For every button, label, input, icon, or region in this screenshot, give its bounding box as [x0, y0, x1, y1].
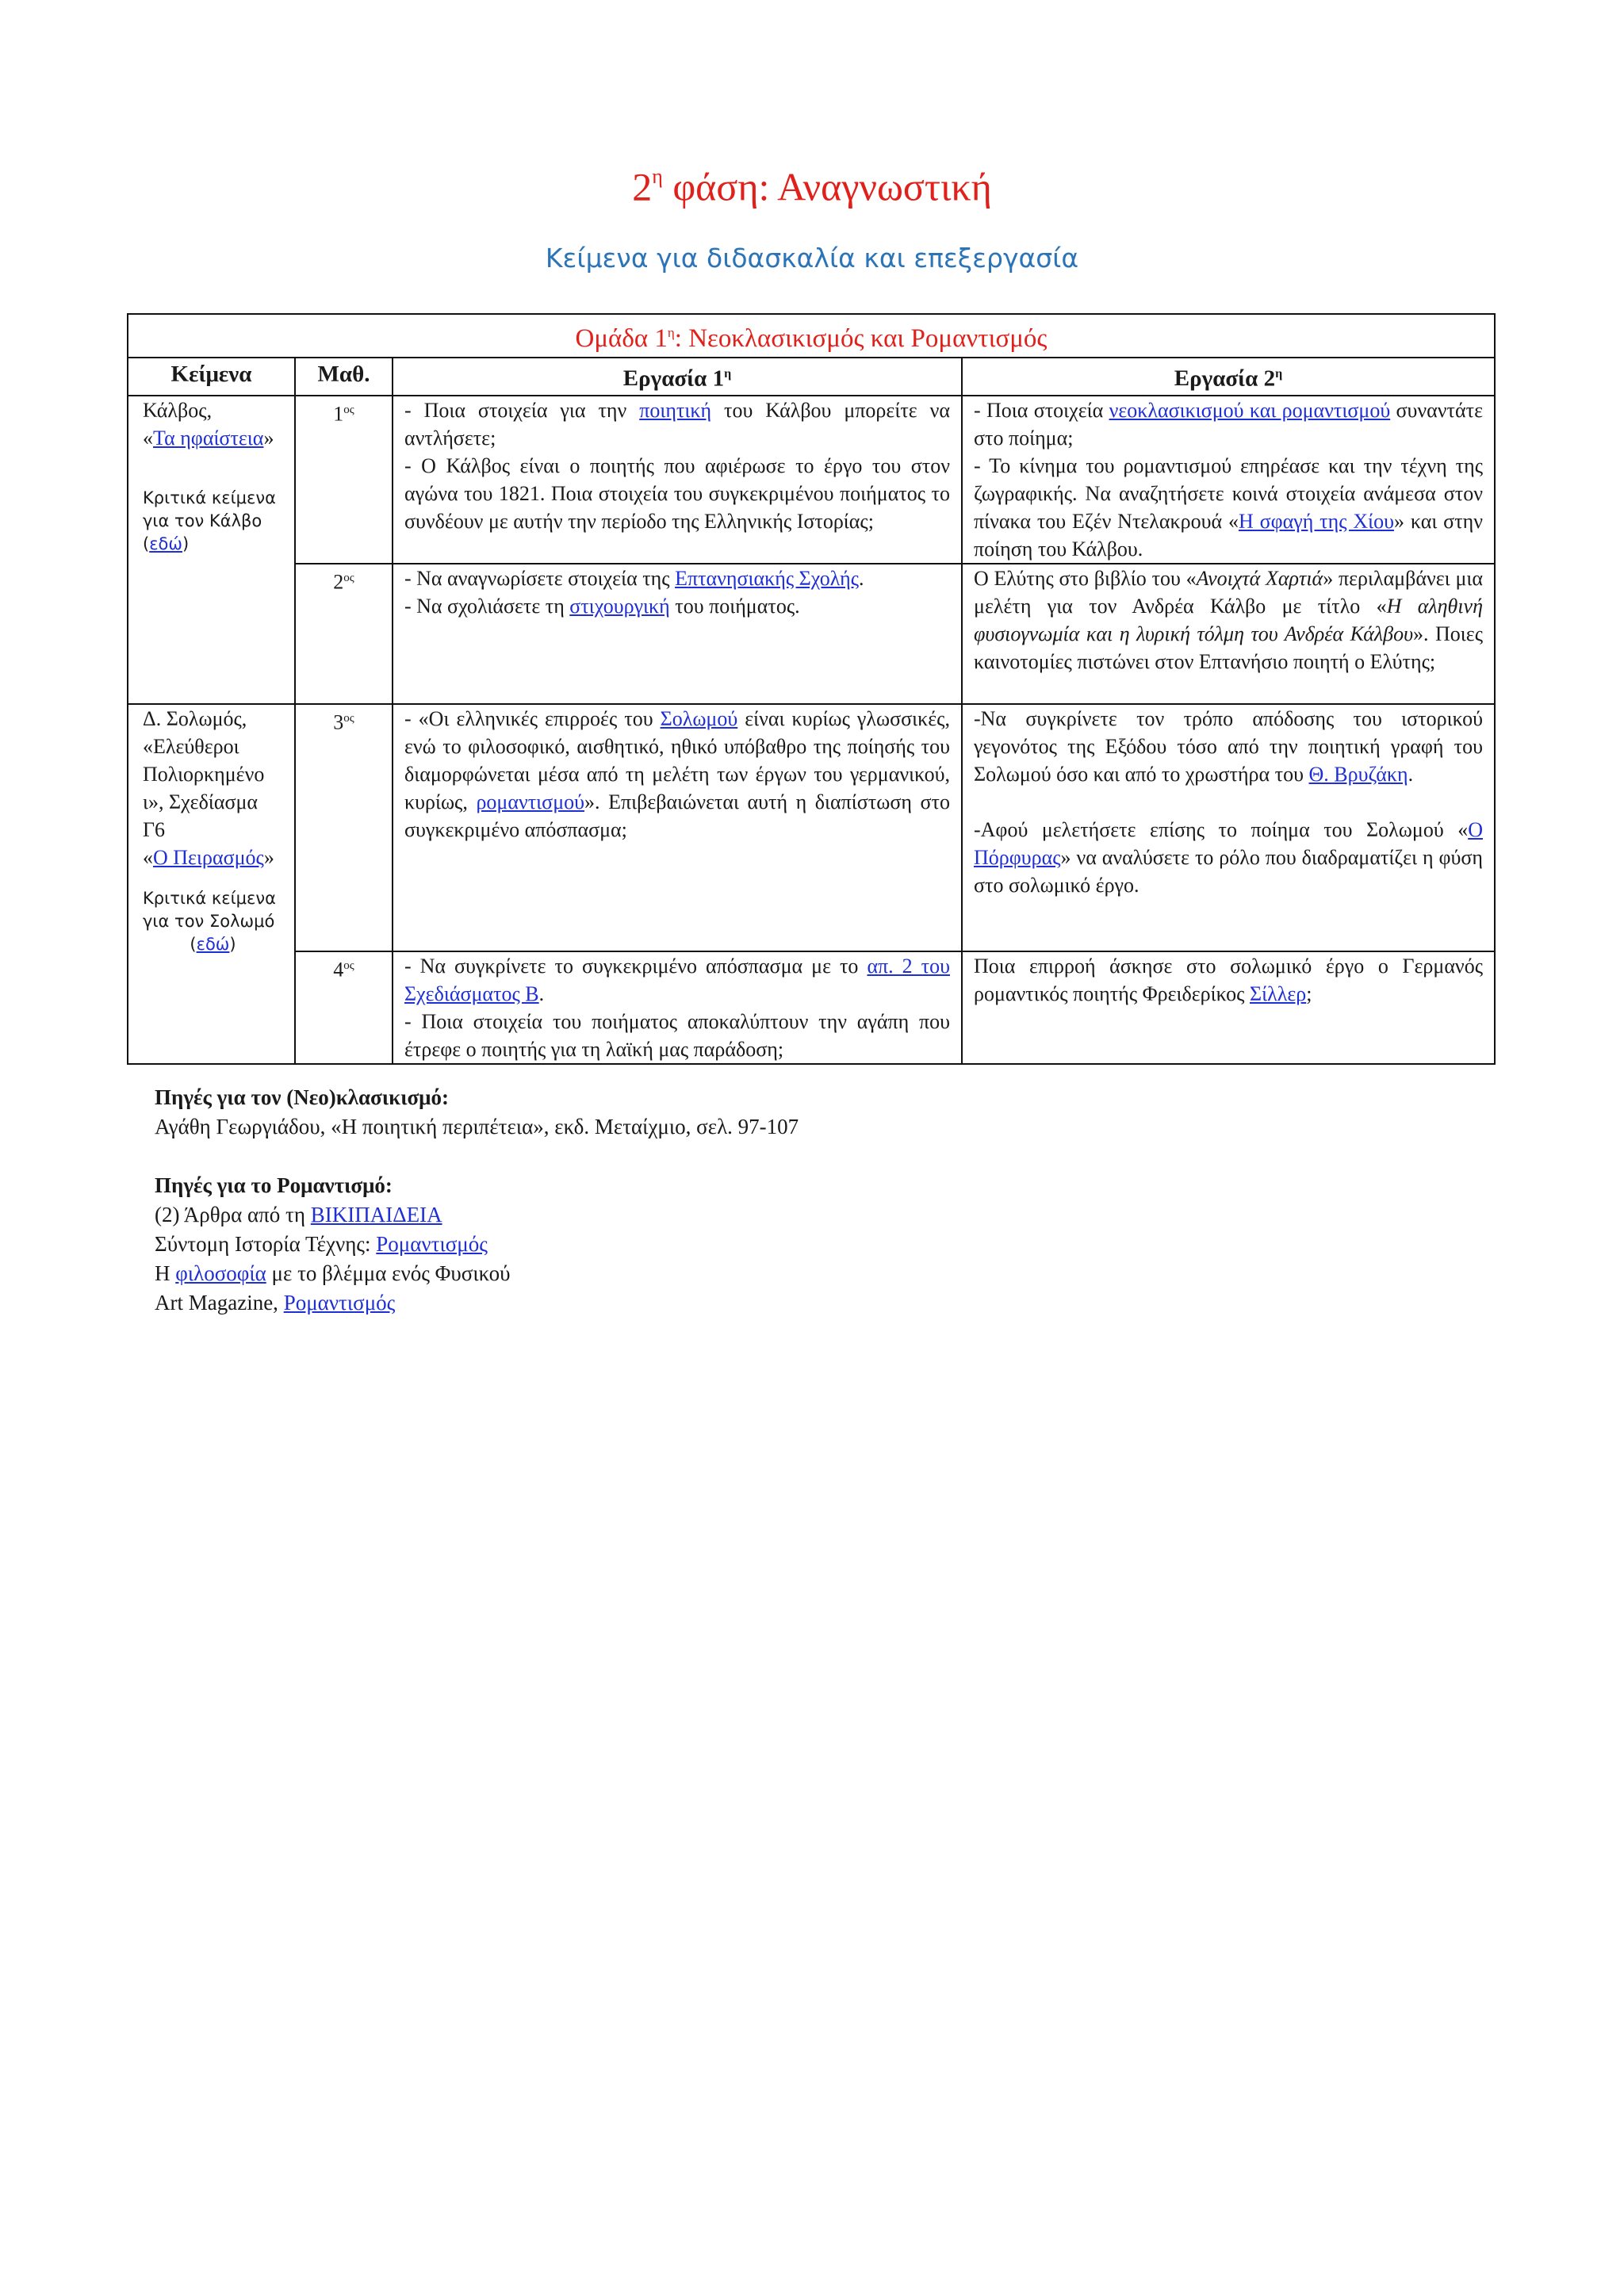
link-vryzaki[interactable]: Θ. Βρυζάκη: [1308, 762, 1408, 786]
link-ta-ifaisteia[interactable]: Τα ηφαίστεια: [153, 426, 264, 450]
task1-cell: - Να αναγνωρίσετε στοιχεία της Επτανησιακής Σχολής. - Να σχολιάσετε τη στιχουργική του ποιήματος.: [393, 564, 962, 704]
task2-cell: - Ποια στοιχεία νεοκλασικισμού και ρομαντισμού συναντάτε στο ποίημα; - Το κίνημα του ρομαντισμού επηρέασε και την τέχνη της ζωγραφικής. Να αναζητήσετε κοινά στοιχεία ανάμεσα στον πίνακα του Εζέν Ντελακρουά «Η σφαγή της Χίου» και στην ποίηση του Κάλβου.: [962, 396, 1495, 564]
link-sxediasma-b[interactable]: απ. 2 του Σχεδιάσματος Β: [404, 954, 950, 1005]
lesson-number: $1^{o\varsigma}$: [295, 396, 393, 564]
table-row: [128, 951, 1495, 1064]
link-neoclassicism-romanticism[interactable]: νεοκλασικισμού και ρομαντισμού: [1109, 398, 1391, 422]
author-name: Κάλβος,: [143, 398, 213, 422]
table-row: [128, 704, 1495, 951]
link-art-magazine-romanticism[interactable]: Ρομαντισμός: [283, 1291, 396, 1314]
link-poietike[interactable]: ποιητική: [639, 398, 712, 422]
source-item: Art Magazine, Ρομαντισμός: [155, 1291, 396, 1314]
link-romantismou[interactable]: ρομαντισμού: [476, 790, 585, 813]
link-wikipedia[interactable]: ΒΙΚΙΠΑΙΔΕΙΑ: [310, 1203, 442, 1226]
lesson-number: $4^{o\varsigma}$: [295, 951, 393, 1064]
column-header-task1: Εργασία $1^\eta$: [393, 358, 962, 396]
source-item: Αγάθη Γεωργιάδου, «Η ποιητική περιπέτεια», εκδ. Μεταίχμιο, σελ. 97-107: [155, 1115, 799, 1138]
link-solomos-here[interactable]: εδώ: [196, 934, 230, 954]
source-item: Η φιλοσοφία με το βλέμμα ενός Φυσικού: [155, 1261, 511, 1285]
sources-section: [155, 1083, 1344, 1318]
table-row: [128, 396, 1495, 564]
task1-cell: - «Οι ελληνικές επιρροές του Σολωμού είναι κυρίως γλωσσικές, ενώ το φιλοσοφικό, αισθητικό, ηθικό υπόβαθρο της ποίησής του διαμορφώνεται μέσα από τη μελέτη των έργων του γερμανικού, κυρίως, ρομαντισμού». Επιβεβαιώνεται αυτή η διαπίστωση στο συγκεκριμένο απόσπασμα;: [393, 704, 962, 951]
source-item: Σύντομη Ιστορία Τέχνης: Ρομαντισμός: [155, 1232, 488, 1256]
link-sfagi-xiou[interactable]: Η σφαγή της Χίου: [1238, 509, 1394, 533]
link-o-peirasmos[interactable]: Ο Πειρασμός: [153, 845, 264, 869]
link-romanticism-art-history[interactable]: Ρομαντισμός: [376, 1232, 488, 1256]
link-kalvos-here[interactable]: εδώ: [149, 534, 182, 553]
task2-cell: -Να συγκρίνετε τον τρόπο απόδοσης του ιστορικού γεγονότος της Εξόδου τόσο από την ποιητική γραφή του Σολωμού όσο και από το χρωστήρα του Θ. Βρυζάκη. -Αφού μελετήσετε επίσης το ποίημα του Σολωμού «Ο Πόρφυρας» να αναλύσετε το ρόλο που διαδραματίζει η φύση στο σολωμικό έργο.: [962, 704, 1495, 951]
author-name: Δ. Σολωμός, «Ελεύθεροι Πολιορκημένο ι», Σχεδίασμα Γ6: [143, 706, 265, 841]
task1-cell: - Ποια στοιχεία για την ποιητική του Κάλβου μπορείτε να αντλήσετε; - Ο Κάλβος είναι ο ποιητής που αφιέρωσε το έργο του στον αγώνα του 1821. Ποια στοιχεία του συγκεκριμένου ποιήματος το συνδέουν με αυτήν την περίοδο της Ελληνικής Ιστορίας;: [393, 396, 962, 564]
group-heading: Ομάδα $1^\eta$: Νεοκλασικισμός και Ρομαντισμός: [128, 314, 1495, 358]
column-header-lesson: Μαθ.: [295, 358, 393, 396]
critical-texts-note: Κριτικά κείμενα για τον Κάλβο: [143, 488, 276, 530]
page-subtitle: Κείμενα για διδασκαλία και επεξεργασία: [545, 243, 1079, 274]
table-row: [128, 564, 1495, 704]
task1-cell: - Να συγκρίνετε το συγκεκριμένο απόσπασμα με το απ. 2 του Σχεδιάσματος Β. - Ποια στοιχεία του ποιήματος αποκαλύπτουν την αγάπη που έτρεφε ο ποιητής για τη λαϊκή μας παράδοση;: [393, 951, 962, 1064]
task2-cell: Ποια επιρροή άσκησε στο σολωμικό έργο ο Γερμανός ρομαντικός ποιητής Φρειδερίκος Σίλλερ;: [962, 951, 1495, 1064]
assignments-table: [127, 313, 1496, 1065]
sources-neoclassicism-heading: Πηγές για τον (Νεο)κλασικισμό:: [155, 1085, 449, 1109]
column-header-task2: Εργασία $2^\eta$: [962, 358, 1495, 396]
link-stichourgiki[interactable]: στιχουργική: [569, 594, 670, 618]
link-solomou[interactable]: Σολωμού: [660, 706, 738, 730]
link-o-porfyras[interactable]: Ο Πόρφυρας: [974, 817, 1483, 869]
source-item: (2) Άρθρα από τη ΒΙΚΙΠΑΙΔΕΙΑ: [155, 1203, 442, 1226]
link-siller[interactable]: Σίλλερ: [1249, 982, 1307, 1005]
kalvos-cell: Κάλβος, «Τα ηφαίστεια» Κριτικά κείμενα για τον Κάλβο (εδώ): [128, 396, 295, 704]
link-philosophy[interactable]: φιλοσοφία: [175, 1261, 266, 1285]
lesson-number: $3^{o\varsigma}$: [295, 704, 393, 951]
lesson-number: $2^{o\varsigma}$: [295, 564, 393, 704]
column-header-texts: Κείμενα: [128, 358, 295, 396]
sources-romanticism-heading: Πηγές για το Ρομαντισμό:: [155, 1173, 393, 1197]
critical-texts-note: Κριτικά κείμενα για τον Σολωμό: [143, 888, 276, 931]
task2-cell: Ο Ελύτης στο βιβλίο του «Ανοιχτά Χαρτιά» περιλαμβάνει μια μελέτη για τον Ανδρέα Κάλβο με τίτλο «Η αληθινή φυσιογνωμία και η λυρική τόλμη του Ανδρέα Κάλβου». Ποιες καινοτομίες πιστώνει στον Επτανήσιο ποιητή ο Ελύτης;: [962, 564, 1495, 704]
solomos-cell: Δ. Σολωμός, «Ελεύθεροι Πολιορκημένο ι», Σχεδίασμα Γ6 «Ο Πειρασμός» Κριτικά κείμενα για τον Σολωμό (εδώ): [128, 704, 295, 1064]
page-title: $2^\eta$ φάση: Αναγνωστική: [632, 164, 992, 209]
link-eptanisiaki-scholi[interactable]: Επτανησιακής Σχολής: [675, 566, 859, 590]
